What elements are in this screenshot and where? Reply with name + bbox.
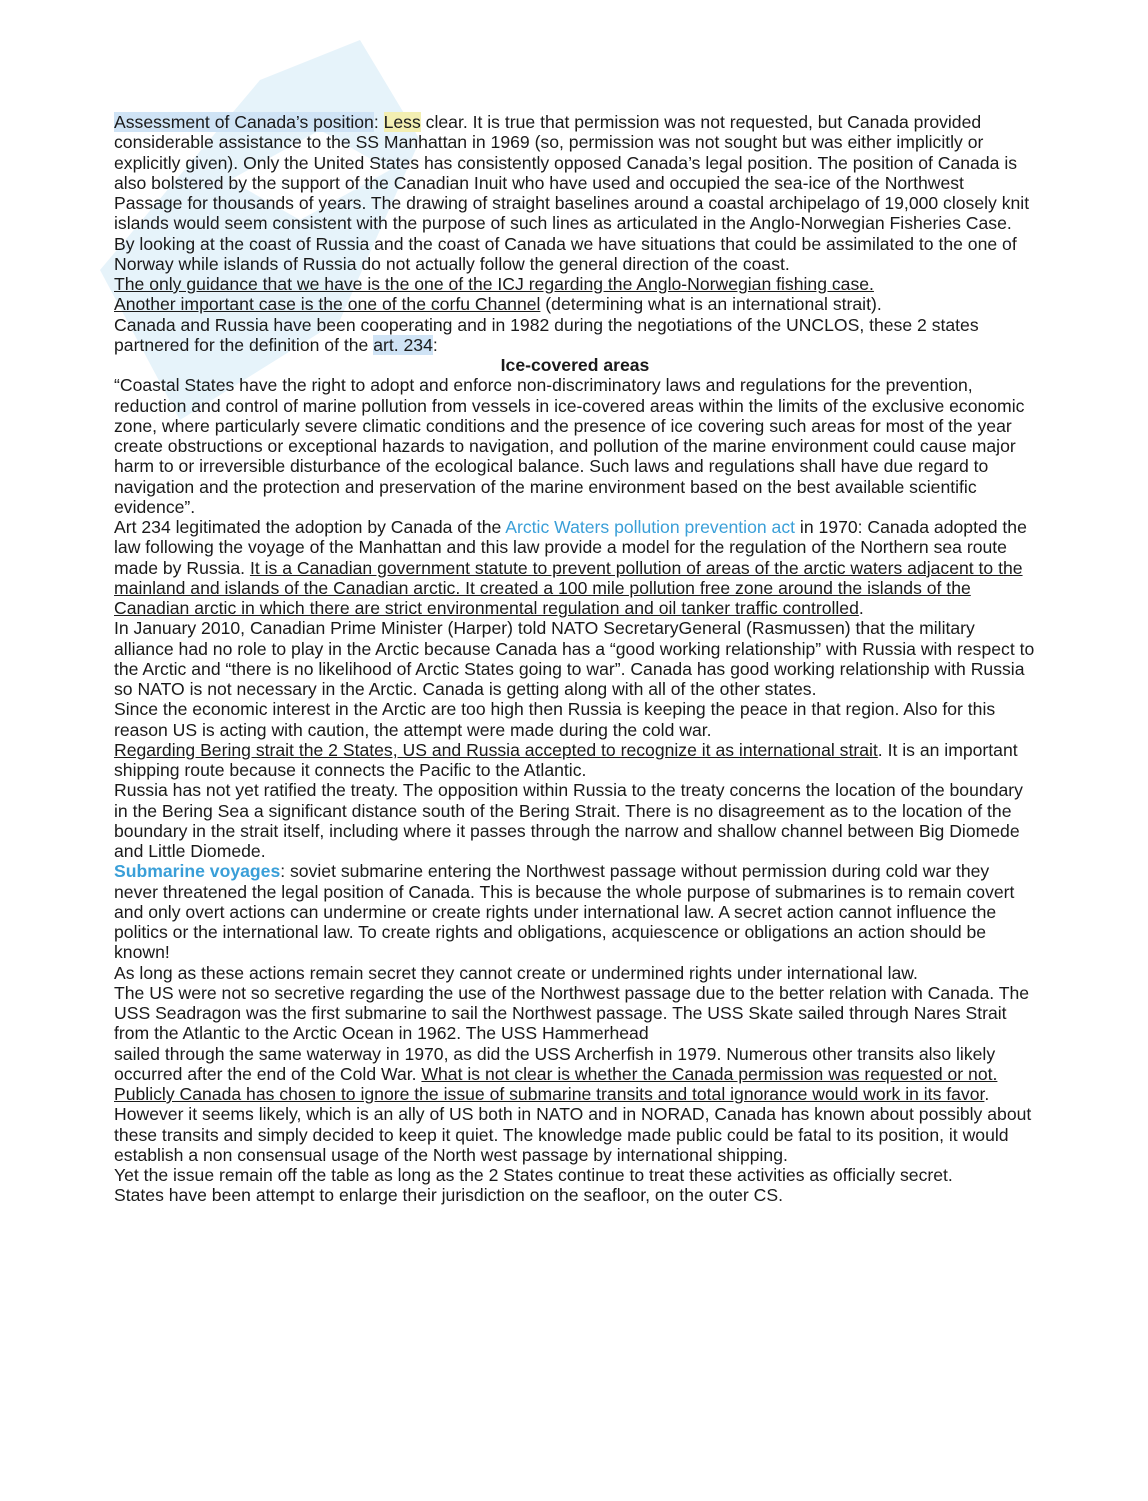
label-submarine-voyages: Submarine voyages	[114, 861, 281, 882]
text-strait-note: (determining what is an international strait).	[540, 294, 882, 315]
paragraph-secret-actions: As long as these actions remain secret they cannot create or undermined rights under international law.	[114, 962, 918, 983]
paragraph-economic-interest: Since the economic interest in the Arctic are too high then Russia is keeping the peace in that region. Also for this reason US is acting with caution, the attempt were made during the cold war.	[114, 699, 996, 740]
text-art234-body: in 1970: Canada adopted the law following the voyage of the Manhattan and this law provide a model for the regulation of the Northern sea route made by Russia.	[114, 517, 1027, 578]
text-colon-2: :	[432, 334, 438, 355]
underline-permission-unclear: What is not clear is whether the Canada permission was requested or not. Publicly Canada has chosen to ignore the issue of submarine transits and total ignorance would work in its favor	[114, 1063, 998, 1104]
text-transits-intro: sailed through the same waterway in 1970, as did the USS Archerfish in 1979. Numerous other transits also likely occurred after the end of the Cold War.	[114, 1043, 996, 1084]
paragraph-harper-nato: In January 2010, Canadian Prime Minister (Harper) told NATO SecretaryGeneral (Rasmussen) that the military alliance had no role to play in the Arctic because Canada has a “good working relationship” with Russia with respect to the Arctic and “there is no likelihood of Arctic States going to war”. Canada has good working relationship with Russia so NATO is not necessary in the Arctic. Canada is getting along with all of the other states.	[114, 618, 1035, 699]
paragraph-seafloor: States have been attempt to enlarge their jurisdiction on the seafloor, on the outer CS.	[114, 1185, 783, 1206]
text-submarine-voyages: : soviet submarine entering the Northwest passage without permission during cold war they never threatened the legal position of Canada. This is because the whole purpose of submarines is to remain covert and only overt actions can undermine or create rights under international law. A secret action cannot influence the politics or the international law. To create rights and obligations, acquiescence or obligations an action should be known!	[114, 861, 1015, 963]
paragraph-assessment	[114, 112, 1036, 234]
link-arctic-waters-act[interactable]: Arctic Waters pollution prevention act	[505, 517, 796, 537]
paragraph-us-submarines: The US were not so secretive regarding the use of the Northwest passage due to the better relation with Canada. The USS Seadragon was the first submarine to sail the Northwest passage. The USS Skate sailed through Nares Strait from the Atlantic to the Arctic Ocean in 1962. The USS Hammerhead	[114, 982, 1030, 1044]
document-page	[114, 112, 1036, 1206]
underline-bering-strait: Regarding Bering strait the 2 States, US and Russia accepted to recognize it as international strait	[114, 739, 878, 760]
paragraph-article-quote: “Coastal States have the right to adopt and enforce non-discriminatory laws and regulations for the prevention, reduction and control of marine pollution from vessels in ice-covered areas within the limits of the exclusive economic zone, where particularly severe climatic conditions and the presence of ice covering such areas for most of the year create obstructions or exceptional hazards to navigation, and pollution of the marine environment could cause major harm to or irreversible disturbance of the ecological balance. Such laws and regulations shall have due regard to navigation and the protection and preservation of the marine environment based on the best available scientific evidence”.	[114, 375, 1025, 517]
text-colon: :	[373, 112, 384, 132]
paragraph-cooperation	[114, 315, 1036, 356]
paragraph-issue-off-table: Yet the issue remain off the table as long as the 2 States continue to treat these activities as officially secret.	[114, 1165, 953, 1185]
highlight-art-234: art. 234	[373, 334, 433, 355]
paragraph-art234-legitimated	[114, 517, 1036, 618]
paragraph-treaty-ratification: Russia has not yet ratified the treaty. The opposition within Russia to the treaty concerns the location of the boundary in the Bering Sea a significant distance south of the Bering Strait. There is no disagreement as to the location of the boundary in the strait itself, including where it passes through the narrow and shallow channel between Big Diomede and Little Diomede.	[114, 780, 1023, 861]
text-shipping-route: . It is an important shipping route because it connects the Pacific to the Atlantic.	[114, 739, 1018, 780]
text-transits-body: . However it seems likely, which is an ally of US both in NATO and in NORAD, Canada has known about possibly about these transits and simply decided to keep it quiet. The knowledge made public could be fatal to its position, it would establish a non consensual usage of the North west passage by international shipping.	[114, 1084, 1032, 1165]
paragraph-russia-coast: By looking at the coast of Russia and the coast of Canada we have situations that could be assimilated to the one of Norway while islands of Russia do not actually follow the general direction of the coast.	[114, 233, 1017, 274]
underline-corfu-channel: Another important case is the one of the corfu Channel	[114, 294, 541, 315]
paragraph-transits	[114, 1044, 1036, 1166]
paragraph-submarine-voyages	[114, 861, 1036, 962]
text-period: .	[858, 598, 864, 618]
paragraph-guidance	[114, 274, 1036, 315]
text-cooperation: Canada and Russia have been cooperating and in 1982 during the negotiations of the UNCLOS, these 2 states partnered for the definition of the	[114, 314, 979, 355]
highlight-assessment-title: Assessment of Canada’s position	[114, 112, 374, 132]
text-assessment-body: clear. It is true that permission was not requested, but Canada provided considerable assistance to the SS Manhattan in 1969 (so, permission was not sought but was either implicitly or explicitly given). Only the United States has consistently opposed Canada’s legal position. The position of Canada is also bolstered by the support of the Canadian Inuit who have used and occupied the sea-ice of the Northwest Passage for thousands of years. The drawing of straight baselines around a coastal archipelago of 19,000 closely knit islands would seem consistent with the purpose of such lines as articulated in the Anglo-Norwegian Fisheries Case.	[114, 112, 1030, 234]
heading-ice-covered-areas: Ice-covered areas	[500, 355, 650, 375]
text-art234-intro: Art 234 legitimated the adoption by Canada of the	[114, 517, 506, 537]
paragraph-bering-strait	[114, 740, 1036, 781]
highlight-less: Less	[383, 112, 421, 132]
underline-statute-description: It is a Canadian government statute to prevent pollution of areas of the arctic waters adjacent to the mainland and islands of the Canadian arctic. It created a 100 mile pollution free zone around the islands of the Canadian arctic in which there are strict environmental regulation and oil tanker traffic controlled	[114, 557, 1023, 618]
underline-icj-guidance: The only guidance that we have is the one of the ICJ regarding the Anglo-Norwegian fishing case.	[114, 274, 874, 294]
